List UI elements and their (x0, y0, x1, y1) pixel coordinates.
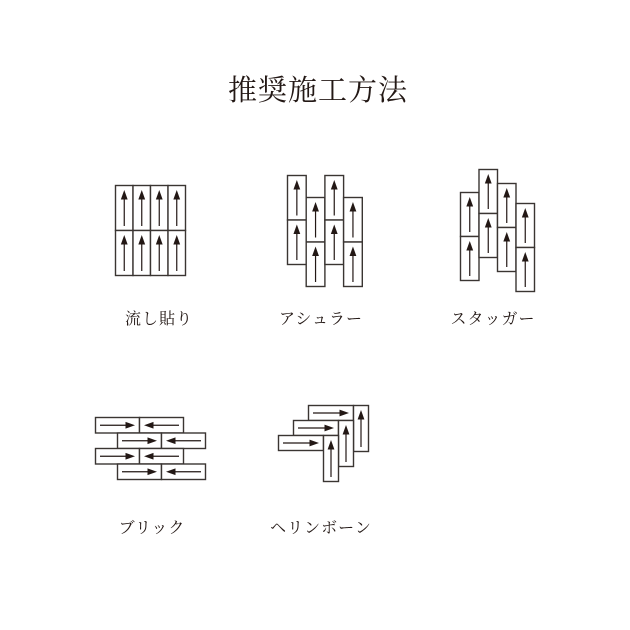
pattern-diagram-nagashibari (115, 185, 185, 275)
stagger-diagram-svg (459, 168, 536, 293)
pattern-diagram-brick (95, 417, 205, 479)
pattern-label-herringbone: ヘリンボーン (270, 520, 372, 537)
herringbone-diagram-svg (277, 404, 370, 483)
nagashibari-diagram-svg (114, 184, 187, 277)
pattern-diagram-herringbone (278, 405, 368, 481)
pattern-label-brick: ブリック (118, 520, 186, 537)
pattern-label-ashlar: アシュラー (278, 311, 364, 328)
pattern-diagram-stagger (460, 169, 534, 291)
pattern-label-nagashibari: 流し貼り (124, 311, 194, 328)
pattern-label-stagger: スタッガー (450, 311, 536, 328)
ashlar-diagram-svg (286, 174, 364, 288)
page-title: 推奨施工方法 (227, 75, 409, 107)
pattern-diagram-ashlar (287, 175, 362, 286)
brick-diagram-svg (94, 416, 207, 481)
